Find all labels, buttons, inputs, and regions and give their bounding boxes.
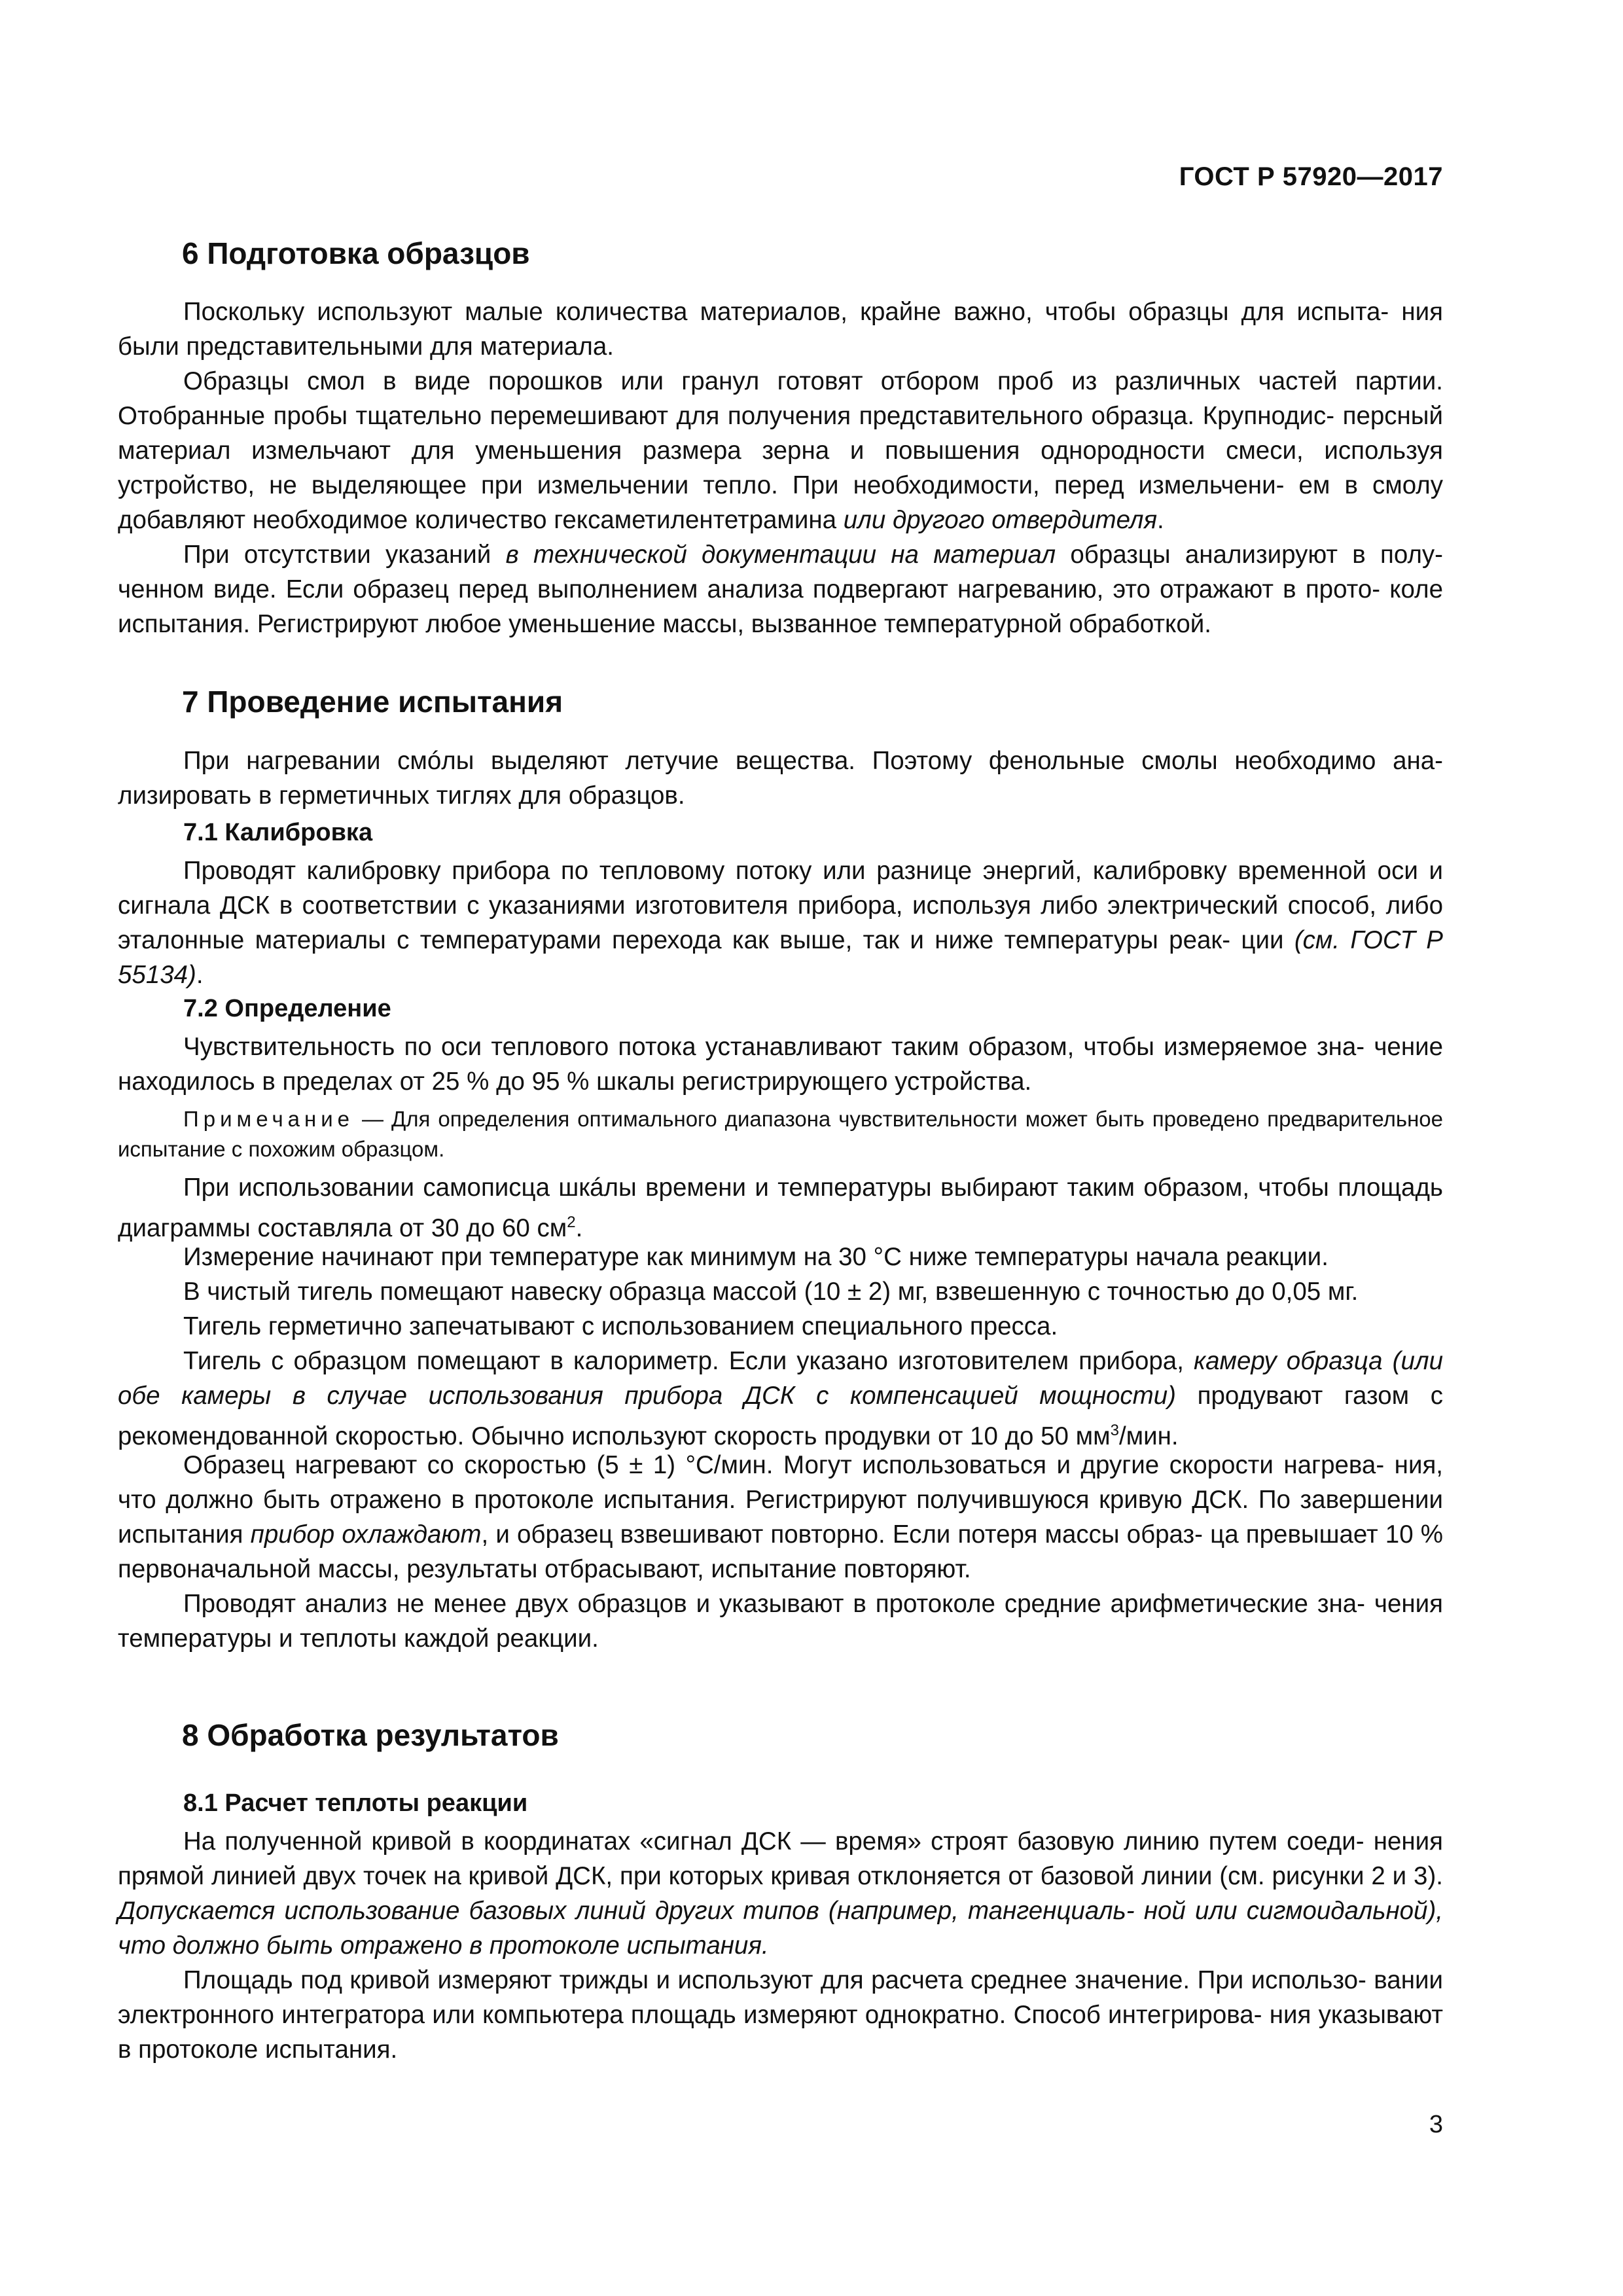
section-7-title: 7 Проведение испытания — [182, 685, 563, 719]
note-label: Примечание — [183, 1107, 355, 1131]
subsection-7-2-paragraph-7: Образец нагревают со скоростью (5 ± 1) °С/мин. Могут использоваться и другие скорости нагрева- ния, что должно быть отражено в протоколе испытания. Регистрируют получившуюся кривую ДСК. По завершении испытания прибор охлаждают, и образец взвешивают повторно. Если потеря массы образ- ца превышает 10 % первоначальной массы, результаты отбрасывают, испытание повторяют. — [118, 1451, 1444, 1583]
subsection-7-1-title: 7.1 Калибровка — [183, 819, 373, 846]
subsection-7-2-paragraph-8: Проводят анализ не менее двух образцов и указывают в протоколе средние арифметические зна- чения температуры и теплоты каждой реакции. — [118, 1590, 1443, 1653]
subsection-7-2-paragraph-1: Чувствительность по оси теплового потока устанавливают таким образом, чтобы измеряемое зна- чение находилось в пределах от 25 % до 95 % шкалы регистрирующего устройства. — [118, 1033, 1443, 1096]
subsection-7-1-paragraph: Проводят калибровку прибора по тепловому потоку или разнице энергий, калибровку временной оси и сигнала ДСК в соответствии с указаниями изготовителя прибора, используя либо электрический способ, либо эталонные материалы с температурами перехода как выше, так и ниже температуры реак- ции (см. ГОСТ Р 55134). — [118, 857, 1443, 989]
subsection-7-2-paragraph-4: В чистый тигель помещают навеску образца массой (10 ± 2) мг, взвешенную с точностью до 0,05 мг. — [183, 1278, 1359, 1306]
section-6-paragraph-1: Поскольку используют малые количества материалов, крайне важно, чтобы образцы для испыта- ния были представительными для материала. — [118, 298, 1443, 361]
subsection-8-1-title: 8.1 Расчет теплоты реакции — [183, 1789, 528, 1817]
subsection-7-2-paragraph-5: Тигель герметично запечатывают с использованием специального пресса. — [183, 1312, 1058, 1340]
document-code: ГОСТ Р 57920—2017 — [1179, 162, 1443, 191]
section-7-paragraph-1: При нагревании смóлы выделяют летучие вещества. Поэтому фенольные смолы необходимо ана- лизировать в герметичных тиглях для образцов. — [118, 747, 1443, 810]
subsection-7-2-paragraph-2: При использовании самописца шкáлы времени и температуры выбирают таким образом, чтобы площадь диаграммы составляла от 30 до 60 $см^2$. — [118, 1174, 1443, 1242]
subsection-7-2-title: 7.2 Определение — [183, 995, 391, 1022]
page-number: 3 — [1429, 2111, 1443, 2138]
subsection-7-2-paragraph-3: Измерение начинают при температуре как минимум на 30 °С ниже температуры начала реакции. — [183, 1243, 1329, 1271]
subsection-7-2-paragraph-6: Тигель с образцом помещают в калориметр. Если указано изготовителем прибора, камеру образца (или обе камеры в случае использования прибора ДСК с компенсацией мощности) продувают газом с рекомендованной скоростью. Обычно используют скорость продувки от 10 до 50 $мм^3$/мин. — [118, 1347, 1443, 1450]
section-6-paragraph-2: Образцы смол в виде порошков или гранул готовят отбором проб из различных частей партии. Отобранные пробы тщательно перемешивают для получения представительного образца. Крупнодис- персный материал измельчают для уменьшения размера зерна и повышения однородности смеси, используя устройство, не выделяющее при измельчении тепло. При необходимости, перед измельчени- ем в смолу добавляют необходимое количество гексаметилентетрамина или другого отвердителя. — [118, 367, 1443, 534]
subsection-8-1-paragraph-1: На полученной кривой в координатах «сигнал ДСК — время» строят базовую линию путем соеди- нения прямой линией двух точек на кривой ДСК, при которых кривая отклоняется от базовой линии (см. рисунки 2 и 3). Допускается использование базовых линий других типов (например, тангенциаль- ной или сигмоидальной), что должно быть отражено в протоколе испытания. — [118, 1827, 1443, 1960]
section-6-title: 6 Подготовка образцов — [182, 236, 530, 270]
subsection-8-1-paragraph-2: Площадь под кривой измеряют трижды и используют для расчета среднее значение. При использо- вании электронного интегратора или компьютера площадь измеряют однократно. Способ интегрирова- ния указывают в протоколе испытания. — [118, 1966, 1443, 2064]
section-8-title: 8 Обработка результатов — [182, 1718, 559, 1752]
note: Примечание — Для определения оптимального диапазона чувствительности может быть проведено предварительное испытание с похожим образцом. — [118, 1107, 1443, 1161]
section-6-paragraph-3: При отсутствии указаний в технической документации на материал образцы анализируют в полу- ченном виде. Если образец перед выполнением анализа подвергают нагреванию, это отражают в прото- коле испытания. Регистрируют любое уменьшение массы, вызванное температурной обработкой. — [118, 541, 1443, 638]
